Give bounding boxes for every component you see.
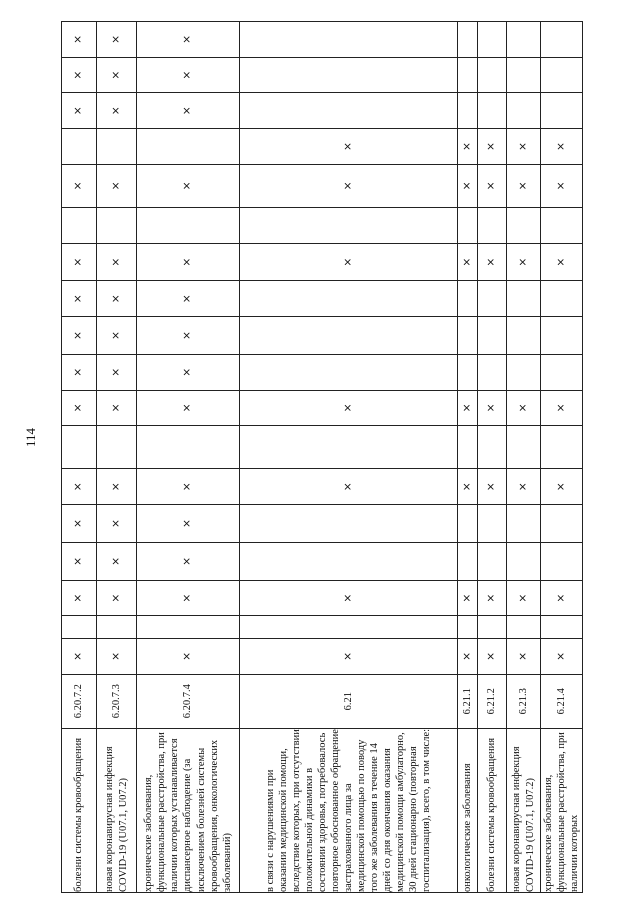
row-code-cell: 6.21.2 bbox=[478, 674, 507, 728]
row-name-cell: новая коронавирусная инфекция COVID-19 (U07.1, U07.2) bbox=[507, 728, 541, 892]
mark-cell bbox=[458, 93, 478, 129]
mark-cell: × bbox=[62, 354, 97, 390]
mark-cell: × bbox=[97, 542, 137, 580]
mark-cell bbox=[507, 542, 541, 580]
mark-cell: × bbox=[478, 469, 507, 505]
mark-cell: × bbox=[507, 639, 541, 675]
mark-cell bbox=[97, 616, 137, 639]
mark-cell: × bbox=[541, 580, 583, 616]
mark-cell: × bbox=[458, 243, 478, 281]
mark-cell bbox=[507, 207, 541, 243]
mark-cell: × bbox=[507, 580, 541, 616]
mark-cell bbox=[240, 57, 458, 93]
mark-cell: × bbox=[62, 317, 97, 355]
mark-cell bbox=[458, 22, 478, 58]
mark-cell bbox=[478, 57, 507, 93]
mark-cell bbox=[240, 207, 458, 243]
row-code-cell: 6.21.3 bbox=[507, 674, 541, 728]
mark-cell bbox=[137, 426, 240, 469]
mark-cell bbox=[240, 281, 458, 317]
mark-cell bbox=[240, 505, 458, 543]
mark-cell: × bbox=[137, 469, 240, 505]
mark-cell: × bbox=[507, 390, 541, 426]
mark-cell: × bbox=[240, 469, 458, 505]
mark-cell bbox=[507, 22, 541, 58]
mark-cell: × bbox=[478, 390, 507, 426]
mark-cell bbox=[458, 616, 478, 639]
mark-cell bbox=[240, 93, 458, 129]
row-name-cell: в связи с нарушениями при оказании медицинской помощи, вследствие которых, при отсутствии положительной динамики в состоянии здоровья, потребовалось повторное обоснованное обращение застрахованного лица за медицинской помощью по поводу того же заболевания в течение 14 дней со дня окончания оказания медицинской помощи амбулаторно, 30 дней стационарно (повторная госпитализация), всего, в том числе: bbox=[240, 728, 458, 892]
mark-cell: × bbox=[458, 390, 478, 426]
mark-cell: × bbox=[478, 639, 507, 675]
row-code-cell: 6.20.7.3 bbox=[97, 674, 137, 728]
mark-cell: × bbox=[137, 281, 240, 317]
mark-cell bbox=[62, 207, 97, 243]
row-name-cell: болезни системы кровообращения bbox=[478, 728, 507, 892]
row-name-cell: хронические заболевания, функциональные расстройства, при наличии которых bbox=[541, 728, 583, 892]
mark-cell bbox=[458, 57, 478, 93]
mark-cell: × bbox=[137, 57, 240, 93]
mark-cell: × bbox=[97, 93, 137, 129]
mark-cell bbox=[240, 317, 458, 355]
mark-cell: × bbox=[62, 93, 97, 129]
mark-cell: × bbox=[541, 243, 583, 281]
mark-cell: × bbox=[62, 164, 97, 207]
mark-cell: × bbox=[507, 164, 541, 207]
mark-cell bbox=[62, 426, 97, 469]
mark-cell bbox=[541, 426, 583, 469]
mark-cell bbox=[541, 207, 583, 243]
mark-cell bbox=[507, 616, 541, 639]
mark-cell bbox=[541, 57, 583, 93]
mark-cell: × bbox=[97, 354, 137, 390]
mark-cell: × bbox=[478, 243, 507, 281]
mark-cell: × bbox=[541, 469, 583, 505]
row-code-cell: 6.20.7.2 bbox=[62, 674, 97, 728]
mark-cell: × bbox=[458, 469, 478, 505]
mark-cell: × bbox=[478, 164, 507, 207]
mark-cell: × bbox=[541, 164, 583, 207]
mark-cell bbox=[507, 354, 541, 390]
mark-cell: × bbox=[62, 505, 97, 543]
mark-cell bbox=[137, 129, 240, 165]
mark-cell: × bbox=[507, 129, 541, 165]
mark-cell: × bbox=[97, 57, 137, 93]
mark-cell bbox=[458, 426, 478, 469]
mark-cell: × bbox=[240, 164, 458, 207]
mark-cell: × bbox=[137, 390, 240, 426]
mark-cell bbox=[62, 129, 97, 165]
mark-cell: × bbox=[240, 390, 458, 426]
mark-cell: × bbox=[507, 243, 541, 281]
mark-cell: × bbox=[97, 505, 137, 543]
mark-cell bbox=[478, 22, 507, 58]
mark-cell: × bbox=[62, 639, 97, 675]
table-row bbox=[458, 22, 478, 893]
mark-cell bbox=[478, 93, 507, 129]
mark-cell bbox=[541, 616, 583, 639]
mark-cell: × bbox=[97, 580, 137, 616]
mark-cell: × bbox=[541, 129, 583, 165]
mark-cell bbox=[507, 57, 541, 93]
mark-cell: × bbox=[97, 639, 137, 675]
table-row bbox=[478, 22, 507, 893]
mark-cell bbox=[240, 616, 458, 639]
mark-cell: × bbox=[137, 354, 240, 390]
mark-cell: × bbox=[458, 639, 478, 675]
indicator-table bbox=[61, 21, 583, 893]
mark-cell: × bbox=[137, 317, 240, 355]
mark-cell: × bbox=[137, 164, 240, 207]
mark-cell: × bbox=[62, 57, 97, 93]
mark-cell bbox=[541, 281, 583, 317]
mark-cell bbox=[478, 317, 507, 355]
mark-cell bbox=[541, 354, 583, 390]
table-row bbox=[541, 22, 583, 893]
mark-cell bbox=[97, 129, 137, 165]
mark-cell: × bbox=[458, 580, 478, 616]
mark-cell bbox=[507, 93, 541, 129]
table-row bbox=[240, 22, 458, 893]
table-row bbox=[62, 22, 97, 893]
mark-cell: × bbox=[478, 580, 507, 616]
mark-cell: × bbox=[62, 469, 97, 505]
mark-cell bbox=[137, 207, 240, 243]
mark-cell: × bbox=[458, 164, 478, 207]
row-name-cell: болезни системы кровообращения bbox=[62, 728, 97, 892]
mark-cell bbox=[458, 281, 478, 317]
mark-cell: × bbox=[97, 390, 137, 426]
mark-cell: × bbox=[97, 164, 137, 207]
mark-cell: × bbox=[62, 22, 97, 58]
mark-cell: × bbox=[240, 639, 458, 675]
mark-cell: × bbox=[240, 243, 458, 281]
mark-cell: × bbox=[137, 93, 240, 129]
table-row bbox=[137, 22, 240, 893]
mark-cell: × bbox=[97, 469, 137, 505]
row-code-cell: 6.21 bbox=[240, 674, 458, 728]
mark-cell bbox=[458, 354, 478, 390]
mark-cell: × bbox=[62, 580, 97, 616]
mark-cell: × bbox=[478, 129, 507, 165]
mark-cell bbox=[541, 93, 583, 129]
mark-cell: × bbox=[62, 390, 97, 426]
mark-cell: × bbox=[97, 243, 137, 281]
mark-cell bbox=[507, 317, 541, 355]
row-code-cell: 6.20.7.4 bbox=[137, 674, 240, 728]
mark-cell: × bbox=[62, 281, 97, 317]
mark-cell bbox=[541, 542, 583, 580]
mark-cell bbox=[137, 616, 240, 639]
mark-cell: × bbox=[62, 542, 97, 580]
mark-cell: × bbox=[97, 317, 137, 355]
mark-cell bbox=[97, 207, 137, 243]
mark-cell: × bbox=[137, 542, 240, 580]
page-number: 114 bbox=[23, 427, 38, 447]
mark-cell: × bbox=[240, 129, 458, 165]
row-code-cell: 6.21.1 bbox=[458, 674, 478, 728]
mark-cell bbox=[458, 542, 478, 580]
mark-cell bbox=[240, 542, 458, 580]
mark-cell bbox=[240, 426, 458, 469]
mark-cell: × bbox=[137, 243, 240, 281]
mark-cell: × bbox=[240, 580, 458, 616]
mark-cell: × bbox=[62, 243, 97, 281]
mark-cell bbox=[541, 505, 583, 543]
mark-cell: × bbox=[97, 281, 137, 317]
row-code-cell: 6.21.4 bbox=[541, 674, 583, 728]
mark-cell bbox=[541, 317, 583, 355]
mark-cell bbox=[478, 354, 507, 390]
mark-cell bbox=[458, 505, 478, 543]
table-body bbox=[62, 22, 583, 893]
mark-cell bbox=[478, 281, 507, 317]
mark-cell: × bbox=[541, 639, 583, 675]
mark-cell: × bbox=[137, 22, 240, 58]
mark-cell bbox=[541, 22, 583, 58]
mark-cell bbox=[97, 426, 137, 469]
mark-cell: × bbox=[507, 469, 541, 505]
mark-cell: × bbox=[137, 505, 240, 543]
table-row bbox=[97, 22, 137, 893]
mark-cell bbox=[507, 426, 541, 469]
mark-cell bbox=[478, 207, 507, 243]
mark-cell: × bbox=[137, 580, 240, 616]
mark-cell bbox=[458, 317, 478, 355]
mark-cell bbox=[478, 616, 507, 639]
mark-cell: × bbox=[137, 639, 240, 675]
mark-cell bbox=[478, 542, 507, 580]
table-container bbox=[61, 21, 582, 893]
mark-cell bbox=[478, 426, 507, 469]
mark-cell bbox=[507, 505, 541, 543]
row-name-cell: новая коронавирусная инфекция COVID-19 (U07.1, U07.2) bbox=[97, 728, 137, 892]
mark-cell: × bbox=[458, 129, 478, 165]
row-name-cell: онкологические заболевания bbox=[458, 728, 478, 892]
mark-cell bbox=[478, 505, 507, 543]
mark-cell bbox=[507, 281, 541, 317]
mark-cell bbox=[62, 616, 97, 639]
mark-cell: × bbox=[541, 390, 583, 426]
mark-cell: × bbox=[97, 22, 137, 58]
table-row bbox=[507, 22, 541, 893]
mark-cell bbox=[240, 354, 458, 390]
row-name-cell: хронические заболевания, функциональные расстройства, при наличии которых устанавливается диспансерное наблюдение (за исключением болезней системы кровообращения, онкологических заболеваний) bbox=[137, 728, 240, 892]
mark-cell bbox=[240, 22, 458, 58]
mark-cell bbox=[458, 207, 478, 243]
